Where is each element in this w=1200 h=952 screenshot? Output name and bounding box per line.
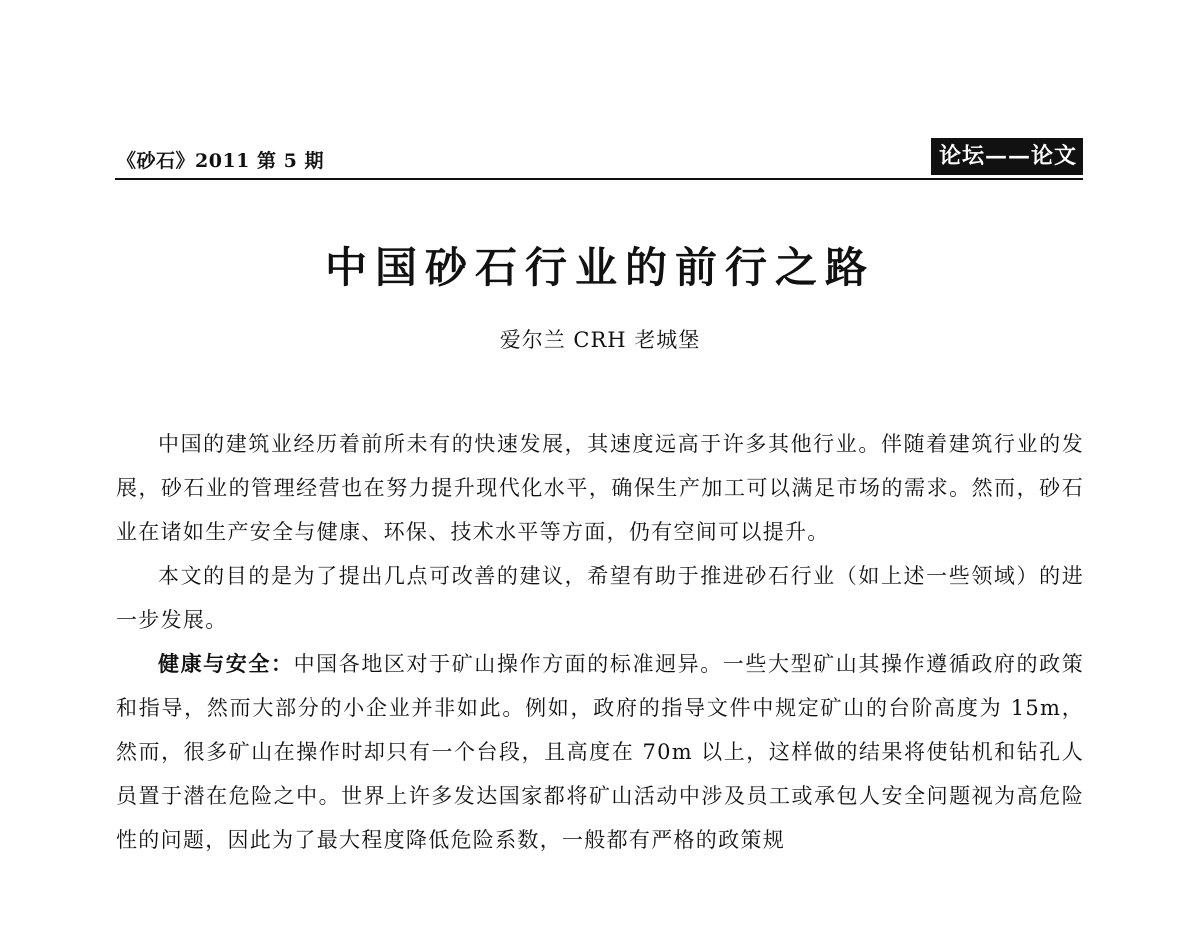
paragraph-health-safety	[116, 642, 1084, 862]
section-tag: 论坛——论文	[931, 138, 1083, 175]
journal-info: 《砂石》2011 第 5 期	[117, 150, 324, 172]
article-title: 中国砂石行业的前行之路	[324, 243, 875, 292]
paragraph-purpose: 本文的目的是为了提出几点可改善的建议，希望有助于推进砂石行业（如上述一些领域）的进一步发展。	[116, 564, 1084, 632]
article-author: 爱尔兰 CRH 老城堡	[499, 328, 701, 352]
article-body	[116, 422, 1084, 862]
paragraph-lead-heading: 健康与安全：	[158, 651, 294, 676]
paragraph-intro: 中国的建筑业经历着前所未有的快速发展，其速度远高于许多其他行业。伴随着建筑行业的发展，砂石业的管理经营也在努力提升现代化水平，确保生产加工可以满足市场的需求。然而，砂石业在诸如生产安全与健康、环保、技术水平等方面，仍有空间可以提升。	[116, 432, 1084, 544]
page-header	[115, 138, 1083, 180]
paragraph-health-safety-text: 中国各地区对于矿山操作方面的标准迥异。一些大型矿山其操作遵循政府的政策和指导，然而大部分的小企业并非如此。例如，政府的指导文件中规定矿山的台阶高度为 15m，然而，很多矿山在操作时却只有一个台段，且高度在 70m 以上，这样做的结果将使钻机和钻孔人员置于潜在危险之中。世界上许多发达国家都将矿山活动中涉及员工或承包人安全问题视为高危险性的问题，因此为了最大程度降低危险系数，一般都有严格的政策规	[116, 652, 1084, 852]
